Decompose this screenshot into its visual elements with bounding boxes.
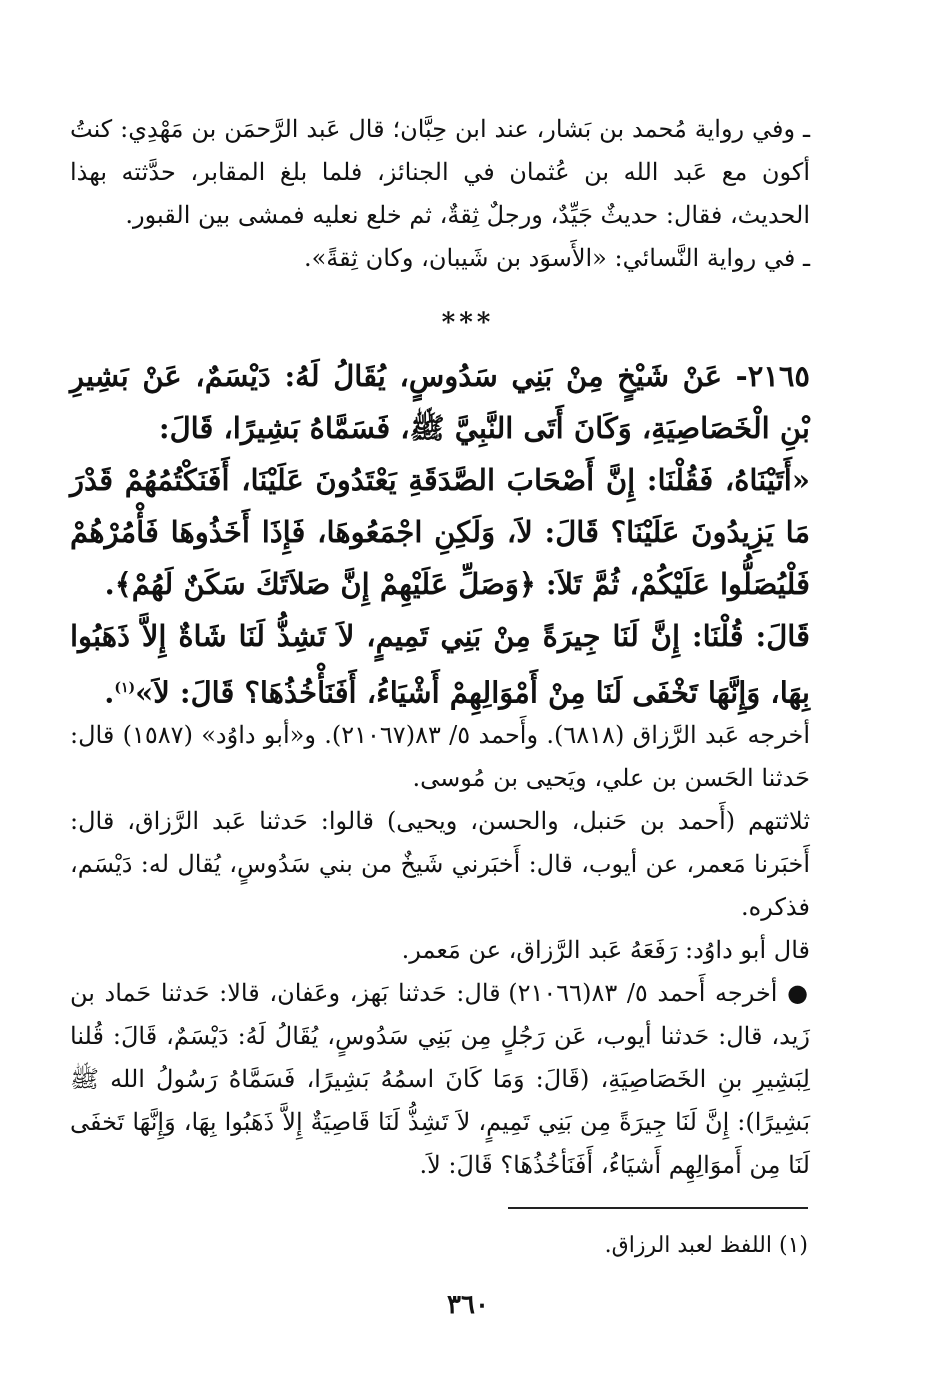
hadith-isnad: ٢١٦٥- عَنْ شَيْخٍ مِنْ بَنِي سَدُوسٍ، يُقَالُ لَهُ: دَيْسَمٌ، عَنْ بَشِيرِ بْنِ الْخَصَاصِيَةِ، وَكَانَ أَتَى النَّبِيَّ ﷺ، فَسَمَّاهُ بَشِيرًا، قَالَ: [70, 359, 810, 445]
section-separator: *** [441, 308, 495, 338]
footnote-1: (١) اللفظ لعبد الرزاق. [604, 1233, 808, 1258]
hadith-matn-2-text: قَالَ: قُلْنَا: إِنَّ لَنَا جِيرَةً مِنْ بَنِي تَمِيمٍ، لاَ تَشِذُّ لَنَا شَاةٌ إِلاَّ ذَهَبُوا بِهَا، وَإِنَّهَا تَخْفَى لَنَا مِنْ أَمْوَالِهِمْ أَشْيَاءُ، أَفَنَأْخُذُهَا؟ قَالَ: لاَ» [70, 619, 810, 710]
takhrij-3: قال أبو داوُد: رَفَعَهُ عَبد الرَّزاق، عن مَعمر. [401, 936, 810, 964]
hadith-matn-1: «أَتَيْنَاهُ، فَقُلْنَا: إِنَّ أَصْحَابَ الصَّدَقَةِ يَعْتَدُونَ عَلَيْنَا، أَفَنَكْتُمُهُمْ قَدْرَ مَا يَزِيدُونَ عَلَيْنَا؟ قَالَ: لاَ، وَلَكِنِ اجْمَعُوهَا، فَإِذَا أَخَذُوهَا فَأْمُرْهُمْ فَلْيُصَلُّوا عَلَيْكُمْ، ثُمَّ تَلاَ: ﴿وَصَلِّ عَلَيْهِمْ إِنَّ صَلاَتَكَ سَكَنٌ لَهُمْ﴾. [70, 463, 810, 601]
hadith-matn-2-end: . [104, 675, 115, 710]
note-ibn-hibban: ـ وفي رواية مُحمد بن بَشار، عند ابن حِبَّان؛ قال عَبد الرَّحمَن بن مَهْدِي: كنتُ أكون مع عَبد الله بن عُثمان في الجنائز، فلما بلغ المقابر، حدَّثته بهذا الحديث، فقال: حديثٌ جَيِّدٌ، ورجلٌ ثِقةٌ، ثم خلع نعليه فمشى بين القبور. [70, 115, 810, 229]
takhrij-1: أخرجه عَبد الرَّزاق (٦٨١٨). وأَحمد ٥/ ٨٣(٢١٠٦٧). و«أبو داوُد» (١٥٨٧) قال: حَدثنا الحَسن بن علي، ويَحيى بن مُوسى. [70, 721, 810, 792]
footnote-divider [508, 1207, 808, 1209]
hadith-text [70, 350, 810, 719]
notes-section [70, 108, 810, 280]
hadith-matn-2 [70, 610, 810, 719]
footnote-marker[interactable]: (١) [114, 680, 136, 696]
page-number: ٣٦٠ [447, 1290, 489, 1320]
takhrij-2: ثلاثتهم (أَحمد بن حَنبل، والحسن، ويحيى) قالوا: حَدثنا عَبد الرَّزاق، قال: أَخبَرنا مَعمر، عن أيوب، قال: أَخبَرني شَيخٌ من بني سَدُوسٍ، يُقال له: دَيْسَم، فذكره. [70, 807, 810, 921]
takhrij-4: ● أخرجه أَحمد ٥/ ٨٣(٢١٠٦٦) قال: حَدثنا بَهز، وعَفان، قالا: حَدثنا حَماد بن زَيد، قال: حَدثنا أيوب، عَن رَجُلٍ مِن بَنِي سَدُوسٍ، يُقَالُ لَهُ: دَيْسَمٌ، قَالَ: قُلنا لِبَشِيرِ بنِ الخَصَاصِيَةِ، (قَالَ: وَمَا كَانَ اسمُهُ بَشِيرًا، فَسَمَّاهُ رَسُولُ الله ﷺ بَشِيرًا): إِنَّ لَنَا جِيرَةً مِن بَنِي تَمِيمٍ، لاَ تَشِذُّ لَنَا قَاصِيَةٌ إِلاَّ ذَهَبُوا بِهَا، وَإِنَّهَا تَخفَى لَنَا مِن أَموَالِهِم أَشيَاءُ، أَفَنَأخُذُهَا؟ قَالَ: لاَ. [70, 979, 810, 1179]
takhrij-section [70, 714, 810, 1187]
note-nasai: ـ في رواية النَّسائي: «الأَسوَد بن شَيبان، وكان ثِقةً». [303, 244, 810, 272]
